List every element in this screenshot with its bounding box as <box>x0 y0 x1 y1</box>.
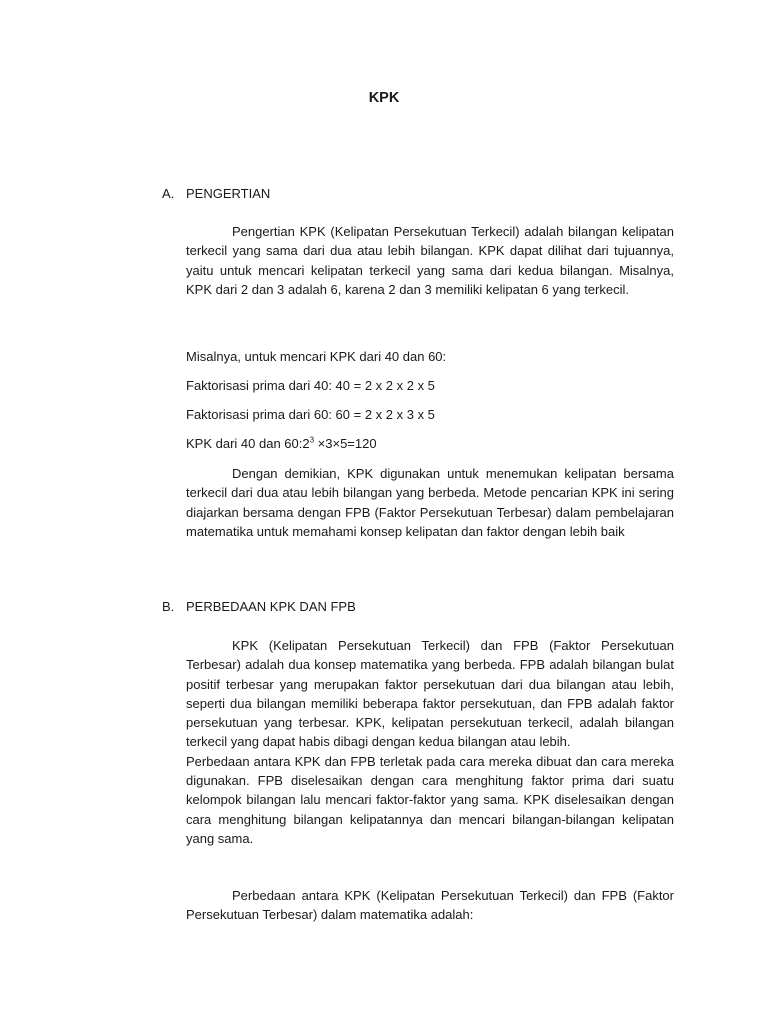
section-b-paragraph-2: Perbedaan antara KPK dan FPB terletak pada cara mereka dibuat dan cara mereka digunakan. FPB diselesaikan dengan cara menghitung faktor prima dari suatu kelompok bilangan lalu mencari faktor-faktor yang sama. KPK diselesaikan dengan cara menghitung bilangan kelipatannya dan mencari bilangan-bilangan kelipatan yang sama. <box>186 753 674 846</box>
kpk-result-exponent: 3 <box>309 435 315 445</box>
kpk-result <box>186 436 377 451</box>
section-b-paragraph-1: KPK (Kelipatan Persekutuan Terkecil) dan FPB (Faktor Persekutuan Terbesar) adalah dua konsep matematika yang berbeda. FPB adalah bilangan bulat positif terbesar yang merupakan faktor persekutuan dari dua bilangan atau lebih, seperti dua bilangan memiliki beberapa faktor persekutuan, dan FPB adalah faktor persekutuan yang terbesar. KPK, kelipatan persekutuan terkecil, adalah bilangan terkecil yang dapat habis dibagi dengan kedua bilangan atau lebih. <box>186 638 674 750</box>
example-intro: Misalnya, untuk mencari KPK dari 40 dan 60: <box>186 349 447 364</box>
section-a-title: PENGERTIAN <box>186 186 271 201</box>
section-b-paragraphs <box>186 636 674 848</box>
section-b-letter: B. <box>162 599 175 614</box>
page-title: KPK <box>368 90 400 106</box>
factorization-60: Faktorisasi prima dari 60: 60 = 2 x 2 x 3 x 5 <box>186 407 435 422</box>
section-a-heading <box>162 186 270 201</box>
section-a-paragraph-1: Pengertian KPK (Kelipatan Persekutuan Terkecil) adalah bilangan kelipatan terkecil yang sama dari dua atau lebih bilangan. KPK dapat dilihat dari tujuannya, yaitu untuk mencari kelipatan terkecil yang sama dari kedua bilangan. Misalnya, KPK dari 2 dan 3 adalah 6, karena 2 dan 3 memiliki kelipatan 6 yang terkecil. <box>186 224 674 297</box>
factorization-40: Faktorisasi prima dari 40: 40 = 2 x 2 x 2 x 5 <box>186 378 435 393</box>
section-a-paragraph-2: Dengan demikian, KPK digunakan untuk menemukan kelipatan bersama terkecil dari dua atau lebih bilangan yang berbeda. Metode pencarian KPK ini sering diajarkan bersama dengan FPB (Faktor Persekutuan Terbesar) dalam pembelajaran matematika untuk memahami konsep kelipatan dan faktor dengan lebih baik <box>186 466 674 539</box>
kpk-result-prefix: KPK dari 40 dan 60:2 <box>186 436 310 451</box>
section-b-heading <box>162 599 356 614</box>
section-b-title: PERBEDAAN KPK DAN FPB <box>186 599 356 614</box>
section-b-paragraph-3: Perbedaan antara KPK (Kelipatan Persekutuan Terkecil) dan FPB (Faktor Persekutuan Terbesar) dalam matematika adalah: <box>186 888 674 923</box>
section-a-letter: A. <box>162 186 175 201</box>
kpk-result-suffix: ×3×5=120 <box>314 436 377 451</box>
